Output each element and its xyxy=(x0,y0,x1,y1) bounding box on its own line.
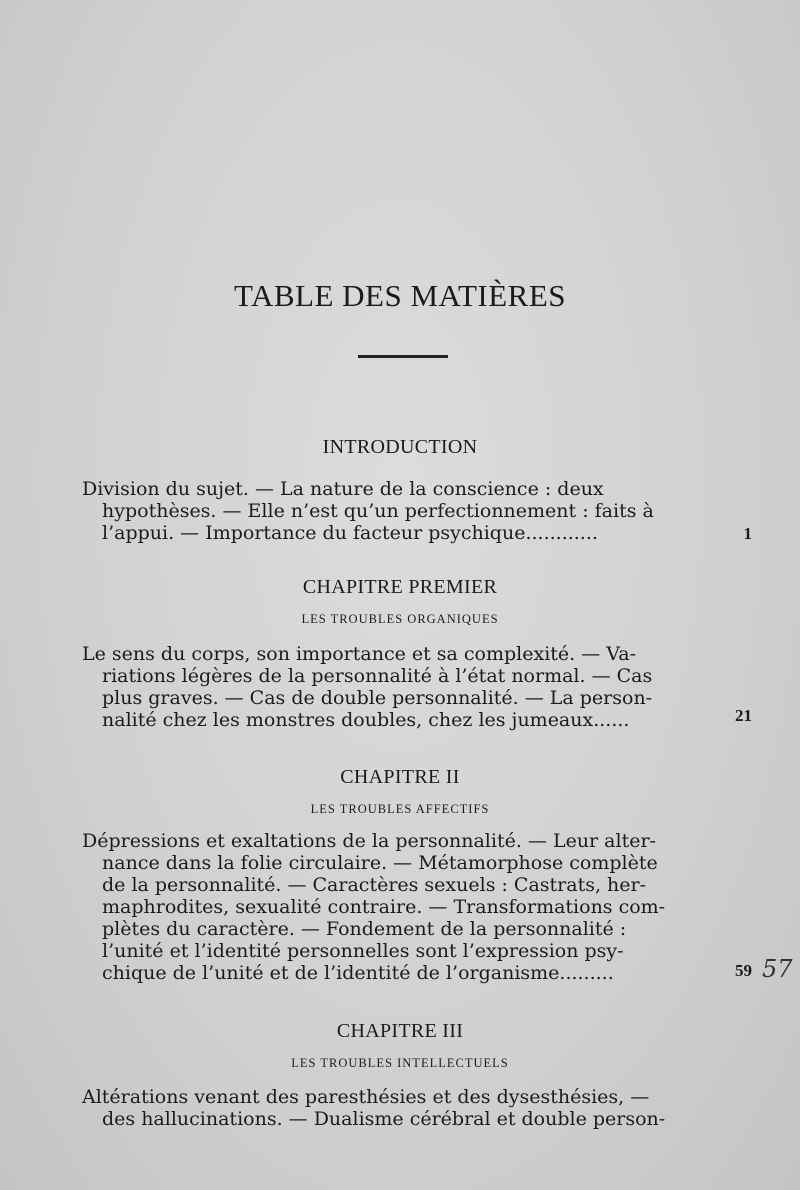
section-text-chapitre-ii xyxy=(82,830,694,984)
section-subheading-chapitre-ii: LES TROUBLES AFFECTIFS xyxy=(310,802,490,816)
text-line: nalité chez les monstres doubles, chez les jumeaux...... xyxy=(102,709,630,731)
text-line: hypothèses. — Elle n’est qu’un perfectionnement : faits à xyxy=(102,500,654,522)
text-line: de la personnalité. — Caractères sexuels : Castrats, her- xyxy=(102,874,647,896)
text-line: chique de l’unité et de l’identité de l’organisme......... xyxy=(102,962,614,984)
text-line: nance dans la folie circulaire. — Métamorphose complète xyxy=(102,852,658,874)
page-number-chapitre-ii: 59 xyxy=(735,961,752,980)
text-line: plètes du caractère. — Fondement de la personnalité : xyxy=(102,918,627,940)
page-title: TABLE DES MATIÈRES xyxy=(233,278,567,313)
text-line: Le sens du corps, son importance et sa complexité. — Va- xyxy=(82,643,637,665)
section-text-chapitre-premier xyxy=(82,643,694,731)
text-line: Altérations venant des paresthésies et des dysesthésies, — xyxy=(82,1086,650,1108)
text-line: maphrodites, sexualité contraire. — Transformations com- xyxy=(102,896,666,918)
page-number-introduction: 1 xyxy=(743,524,752,543)
title-rule xyxy=(358,355,448,358)
text-line: des hallucinations. — Dualisme cérébral et double person- xyxy=(102,1108,666,1130)
section-subheading-chapitre-premier: LES TROUBLES ORGANIQUES xyxy=(301,612,499,626)
text-line: Division du sujet. — La nature de la conscience : deux xyxy=(82,478,604,500)
text-line: plus graves. — Cas de double personnalité. — La person- xyxy=(102,687,653,709)
handwritten-page-correction: 57 xyxy=(762,955,793,983)
section-heading-chapitre-iii: CHAPITRE III xyxy=(336,1020,464,1042)
text-line: Dépressions et exaltations de la personnalité. — Leur alter- xyxy=(82,830,656,852)
section-heading-introduction: INTRODUCTION xyxy=(322,436,478,458)
section-heading-chapitre-premier: CHAPITRE PREMIER xyxy=(302,576,498,598)
text-line: riations légères de la personnalité à l’état normal. — Cas xyxy=(102,665,653,687)
page-number-chapitre-premier: 21 xyxy=(735,706,752,725)
section-text-chapitre-iii xyxy=(82,1086,694,1130)
section-subheading-chapitre-iii: LES TROUBLES INTELLECTUELS xyxy=(291,1056,509,1070)
text-line: l’unité et l’identité personnelles sont l’expression psy- xyxy=(102,940,624,962)
section-text-introduction xyxy=(82,478,694,544)
text-line: l’appui. — Importance du facteur psychique............ xyxy=(102,522,598,544)
section-heading-chapitre-ii: CHAPITRE II xyxy=(340,766,460,788)
